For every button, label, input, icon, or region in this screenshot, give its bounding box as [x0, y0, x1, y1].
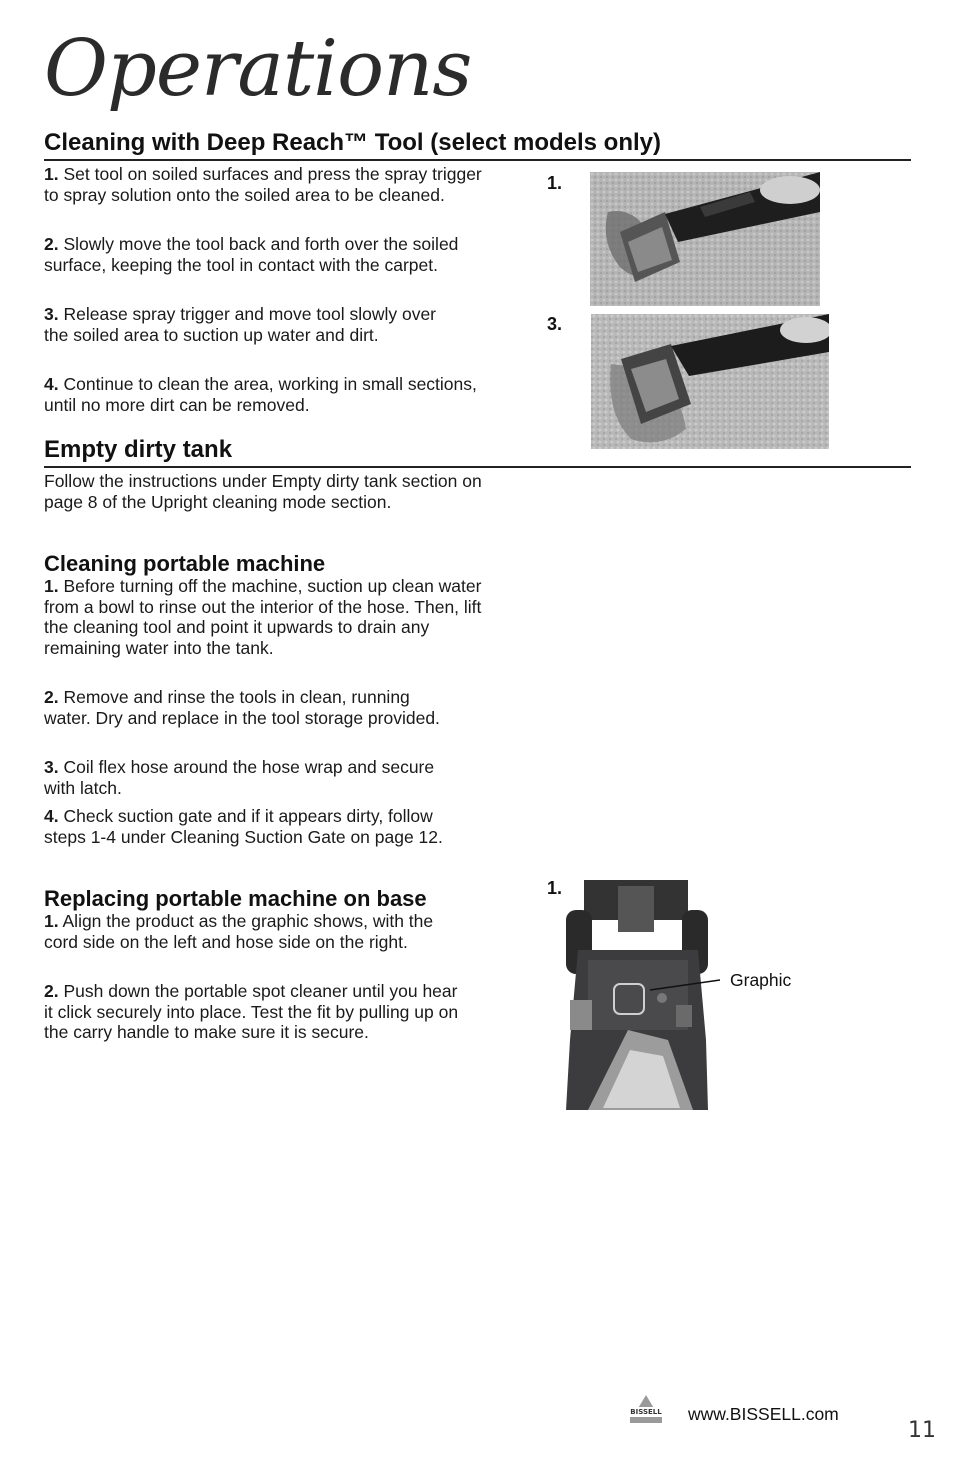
- footer-website: www.BISSELL.com: [688, 1404, 839, 1424]
- step-number: 1.: [44, 164, 59, 184]
- cleaning-portable-step-4: [44, 806, 474, 847]
- figure-label-base: 1.: [547, 878, 563, 898]
- replacing-step-1: [44, 911, 454, 952]
- step-text: Slowly move the tool back and forth over the soiled surface, keeping the tool in contact with the carpet.: [44, 234, 459, 275]
- step-text: Continue to clean the area, working in small sections, until no more dirt can be removed.: [44, 374, 477, 415]
- bissell-logo: [624, 1393, 668, 1427]
- page-title: Operations: [44, 24, 472, 114]
- subheading-replacing: Replacing portable machine on base: [44, 886, 427, 911]
- page-number: 11: [908, 1418, 936, 1443]
- step-text: Check suction gate and if it appears dirty, follow steps 1-4 under Cleaning Suction Gate on page 12.: [44, 806, 443, 847]
- step-number: 1.: [44, 576, 59, 596]
- figure-label-1: 1.: [547, 173, 563, 193]
- step-text: Push down the portable spot cleaner until you hear it click securely into place. Test the fit by pulling up on the carry handle to make sure it is secure.: [44, 981, 459, 1043]
- step-number: 3.: [44, 304, 59, 324]
- cleaning-portable-step-3: [44, 757, 454, 798]
- step-number: 2.: [44, 687, 59, 707]
- tool-spraying-photo: [590, 172, 820, 306]
- section-heading-deep-reach: Cleaning with Deep Reach™ Tool (select models only): [44, 129, 911, 161]
- step-number: 4.: [44, 806, 59, 826]
- deep-reach-step-3: [44, 304, 464, 345]
- step-text: Set tool on soiled surfaces and press the spray trigger to spray solution onto the soiled area to be cleaned.: [44, 164, 482, 205]
- machine-base-photo: [558, 880, 808, 1112]
- step-text: Coil flex hose around the hose wrap and secure with latch.: [44, 757, 435, 798]
- cleaning-portable-step-1: [44, 576, 494, 658]
- step-number: 2.: [44, 981, 59, 1001]
- step-text: Release spray trigger and move tool slowly over the soiled area to suction up water and dirt.: [44, 304, 437, 345]
- empty-tank-text: Follow the instructions under Empty dirty tank section on page 8 of the Upright cleaning mode section.: [44, 471, 482, 512]
- tool-suction-photo: [591, 314, 829, 449]
- deep-reach-step-2: [44, 234, 494, 275]
- replacing-step-2: [44, 981, 464, 1043]
- step-text: Before turning off the machine, suction up clean water from a bowl to rinse out the interior of the hose. Then, lift the cleaning tool and point it upwards to drain any remaining water into the tank.: [44, 576, 482, 658]
- graphic-callout-label: Graphic: [730, 970, 792, 990]
- figure-label-3: 3.: [547, 314, 563, 334]
- step-number: 4.: [44, 374, 59, 394]
- step-text: Remove and rinse the tools in clean, running water. Dry and replace in the tool storage provided.: [44, 687, 440, 728]
- cleaning-portable-step-2: [44, 687, 444, 728]
- subheading-cleaning-portable: Cleaning portable machine: [44, 551, 326, 576]
- deep-reach-step-1: [44, 164, 494, 205]
- deep-reach-step-4: [44, 374, 494, 415]
- step-number: 3.: [44, 757, 59, 777]
- step-number: 1.: [44, 911, 59, 931]
- step-text: Align the product as the graphic shows, with the cord side on the left and hose side on the right.: [44, 911, 434, 952]
- section-heading-empty-tank: Empty dirty tank: [44, 436, 911, 468]
- step-number: 2.: [44, 234, 59, 254]
- svg-text:BISSELL: BISSELL: [630, 1408, 662, 1416]
